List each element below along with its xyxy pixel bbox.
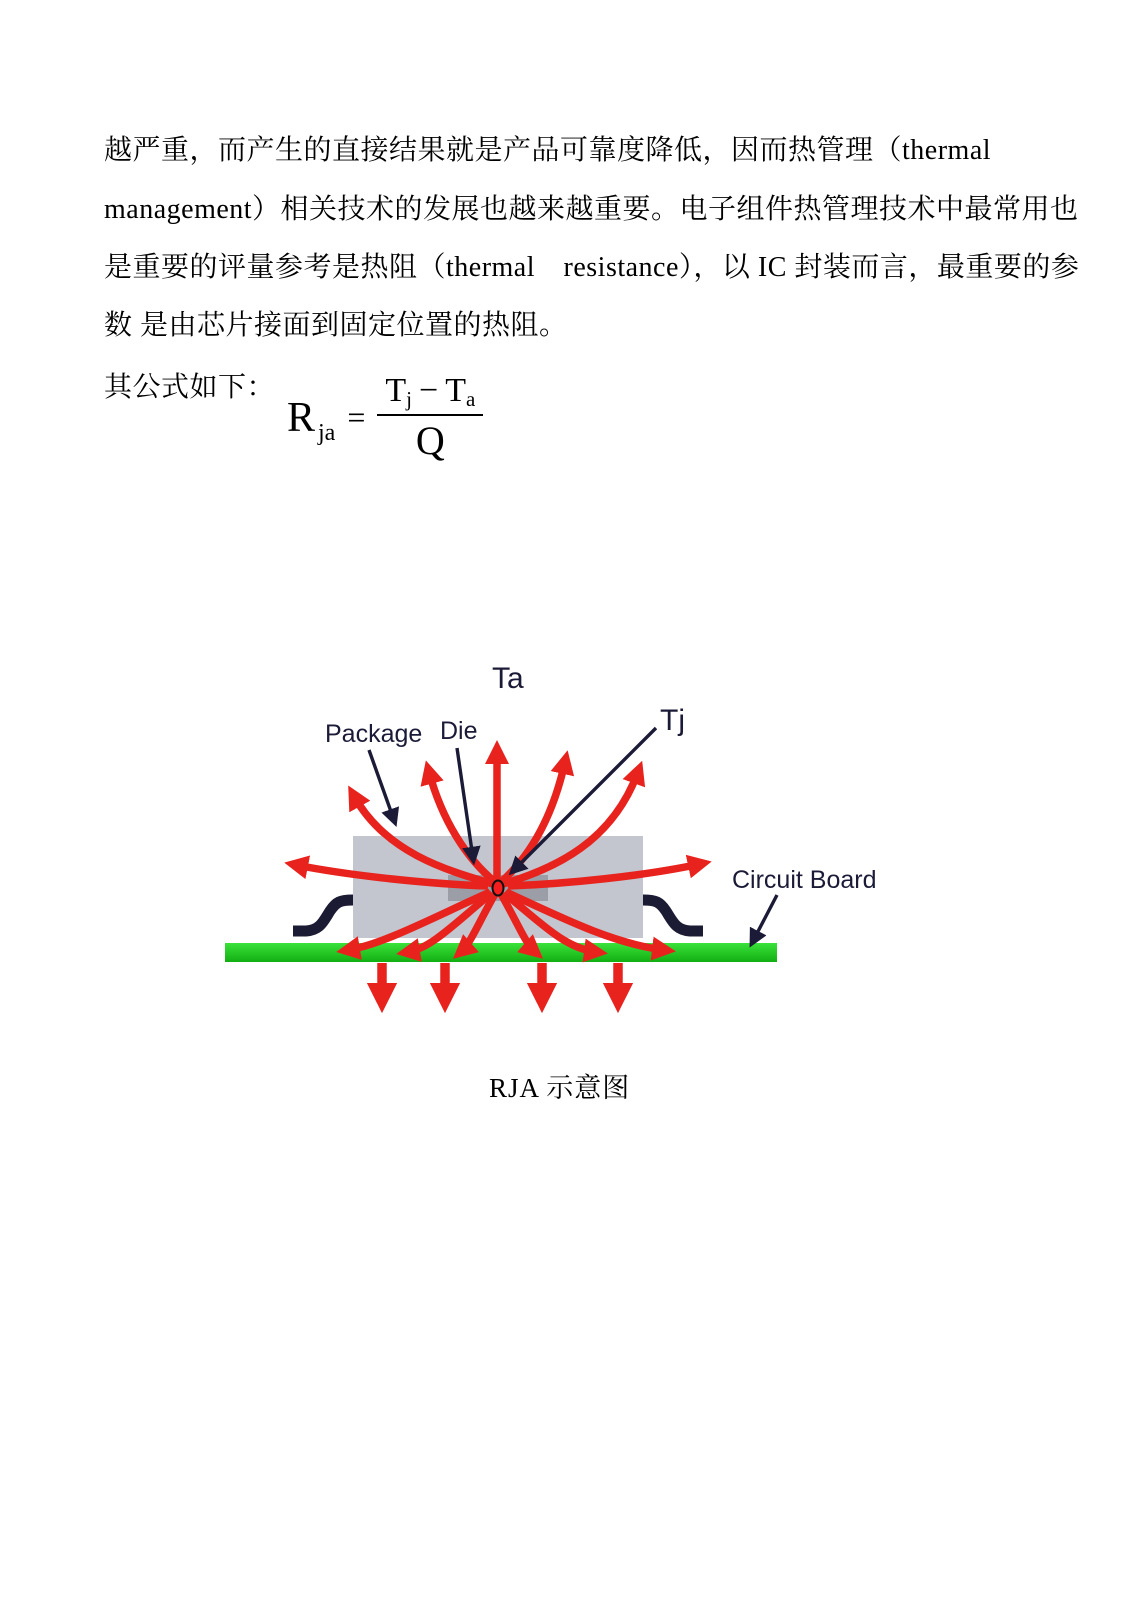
right-lead: [643, 900, 703, 931]
rja-diagram: [200, 630, 900, 1040]
formula-q: Q: [415, 418, 445, 464]
label-die: Die: [440, 717, 478, 745]
circuit-board-pointer: [753, 895, 777, 941]
formula-lhs: R: [287, 394, 316, 441]
left-lead: [293, 900, 353, 931]
paragraph-line-3: 是重要的评量参考是热阻（thermal resistance），以 IC 封装而言，最重要的参: [104, 252, 1080, 283]
formula-ta: T: [445, 372, 466, 409]
formula-denominator: [377, 414, 483, 463]
formula-lhs-subscript: ja: [318, 419, 336, 446]
label-tj: Tj: [660, 704, 685, 737]
formula-equals: =: [347, 399, 366, 436]
paragraph-line-2: management）相关技术的发展也越来越重要。电子组件热管理技术中最常用也: [104, 194, 1079, 225]
label-circuit-board: Circuit Board: [732, 866, 877, 894]
formula-tj-subscript: j: [406, 387, 413, 411]
paragraph-line-1: 越严重，而产生的直接结果就是产品可靠度降低，因而热管理（thermal: [104, 135, 992, 166]
circuit-board-bar: [225, 943, 777, 962]
formula-fraction: [377, 372, 483, 463]
formula-tj: T: [385, 372, 407, 409]
formula-ta-subscript: a: [465, 387, 476, 411]
board-down-arrows: [382, 963, 618, 998]
paragraph-line-4: 数 是由芯片接面到固定位置的热阻。: [104, 310, 568, 341]
package-pointer: [369, 750, 394, 820]
formula-intro: 其公式如下：: [104, 372, 276, 403]
label-ta: Ta: [492, 662, 524, 695]
formula-minus: −: [419, 372, 439, 409]
junction-dot: [493, 881, 504, 896]
figure-caption: RJA 示意图: [489, 1073, 631, 1103]
formula-numerator: [377, 372, 483, 414]
thermal-resistance-formula: [287, 372, 483, 463]
label-package: Package: [325, 720, 423, 748]
